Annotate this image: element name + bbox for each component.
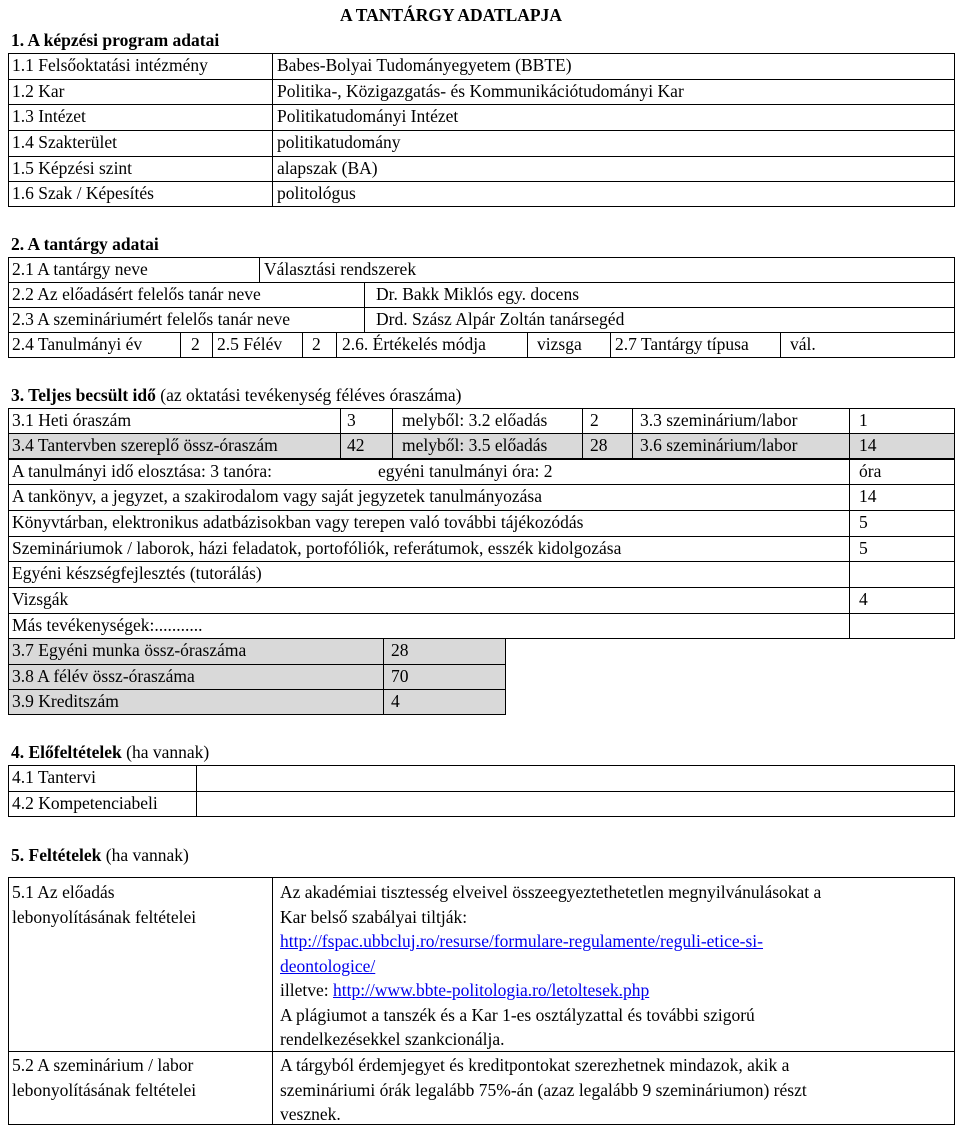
subject-name-value: Választási rendszerek: [264, 259, 417, 279]
weekly-hours-value: 3: [347, 410, 356, 430]
year-value: 2: [191, 334, 200, 354]
activity-value: 5: [859, 512, 868, 532]
individual-work-total-label: 3.7 Egyéni munka össz-óraszáma: [12, 640, 247, 660]
individual-study-label: egyéni tanulmányi óra: 2: [378, 461, 553, 481]
seminar-value: 1: [859, 410, 868, 430]
subject-type-label: 2.7 Tantárgy típusa: [615, 334, 749, 354]
row-label: 1.5 Képzési szint: [12, 158, 133, 178]
seminar-lecturer-label: 2.3 A szemináriumért felelős tanár neve: [12, 309, 290, 329]
seminar-lecturer-value: Drd. Szász Alpár Zoltán tanársegéd: [376, 309, 625, 329]
row-value: Politika-, Közigazgatás- és Kommunikációtudományi Kar: [277, 81, 684, 101]
total-hours-label: 3.4 Tantervben szereplő össz-óraszám: [12, 435, 278, 455]
ethics-rules-link-cont[interactable]: deontologice/: [280, 955, 376, 976]
activity-label: Vizsgák: [12, 589, 69, 609]
seminar-total-value: 14: [859, 435, 877, 455]
activity-value: 14: [859, 486, 877, 506]
row-label: 1.1 Felsőoktatási intézmény: [12, 55, 208, 75]
competence-prereq-label: 4.2 Kompetenciabeli: [12, 793, 158, 813]
row-value: Politikatudományi Intézet: [277, 106, 459, 126]
ethics-rules-link[interactable]: http://fspac.ubbcluj.ro/resurse/formulare-regulamente/reguli-etice-si-: [280, 931, 764, 951]
lecturer-value: Dr. Bakk Miklós egy. docens: [376, 284, 580, 304]
activity-value: 5: [859, 538, 868, 558]
evaluation-label: 2.6. Értékelés módja: [342, 334, 486, 354]
downloads-link[interactable]: http://www.bbte-politologia.ro/letoltesek.php: [332, 980, 650, 1000]
total-hours-value: 42: [347, 435, 365, 455]
semester-value: 2: [312, 334, 321, 354]
lecture-conditions-label: 5.1 Az előadás lebonyolításának feltételei: [12, 882, 197, 927]
section2-heading: 2. A tantárgy adatai: [11, 234, 159, 254]
row-label: 1.4 Szakterület: [12, 132, 117, 152]
seminar-conditions-text: A tárgyból érdemjegyet és kreditpontokat szerezhetnek mindazok, akik a szemináriumi órák legalább 75%-án (azaz legalább 9 szemináriumon) részt vesznek.: [280, 1055, 807, 1124]
activity-label: Szemináriumok / laborok, házi feladatok, portofóliók, referátumok, esszék kidolgozása: [12, 538, 622, 558]
hours-unit: óra: [859, 461, 882, 481]
row-label: 1.3 Intézet: [12, 106, 86, 126]
time-distribution-label: A tanulmányi idő elosztása: 3 tanóra:: [12, 461, 273, 481]
semester-total-label: 3.8 A félév össz-óraszáma: [12, 666, 195, 686]
activity-label: Könyvtárban, elektronikus adatbázisokban vagy terepen való további tájékozódás: [12, 512, 584, 532]
activity-value: 4: [859, 589, 868, 609]
seminar-total-label: 3.6 szeminárium/labor: [640, 435, 798, 455]
activity-label: Más tevékenységek:...........: [12, 615, 203, 635]
curricular-prereq-label: 4.1 Tantervi: [12, 767, 96, 787]
lecture-conditions-text: Az akadémiai tisztesség elveivel összeegyeztethetetlen megnyilvánulásokat a Kar belső szabályai tiltják: http://fspac.ubbcluj.ro/resurse/formulare-regulamente/reguli-etice-si- deontologice/ illetve: http://www.bbte-politologia.ro/letoltesek.php A plágiumot a tanszék és a Kar 1-es osztályzattal és további szigorú rendelkezésekkel szankcionálja.: [280, 882, 822, 1049]
evaluation-value: vizsga: [537, 334, 582, 354]
individual-work-total-value: 28: [391, 640, 409, 660]
lecture-total-label: melyből: 3.5 előadás: [402, 435, 548, 455]
section5-heading: 5. Feltételek (ha vannak): [11, 845, 189, 865]
section3-heading: 3. Teljes becsült idő (az oktatási tevékenység féléves óraszáma): [11, 385, 462, 405]
row-label: 1.6 Szak / Képesítés: [12, 183, 154, 203]
activity-label: A tankönyv, a jegyzet, a szakirodalom vagy saját jegyzetek tanulmányozása: [12, 486, 542, 506]
semester-total-value: 70: [391, 666, 409, 686]
credits-label: 3.9 Kreditszám: [12, 691, 119, 711]
section1-heading: 1. A képzési program adatai: [11, 30, 220, 50]
credits-value: 4: [391, 691, 400, 711]
seminar-conditions-label: 5.2 A szeminárium / labor lebonyolításának feltételei: [12, 1055, 197, 1100]
downloads-line: illetve: http://www.bbte-politologia.ro/letoltesek.php: [280, 980, 650, 1000]
row-value: alapszak (BA): [277, 158, 378, 178]
row-value: politikatudomány: [277, 132, 401, 152]
subject-name-label: 2.1 A tantárgy neve: [12, 259, 148, 279]
subject-type-value: vál.: [790, 334, 816, 354]
seminar-label: 3.3 szeminárium/labor: [640, 410, 798, 430]
year-label: 2.4 Tanulmányi év: [12, 334, 143, 354]
lecturer-label: 2.2 Az előadásért felelős tanár neve: [12, 284, 261, 304]
row-value: Babes-Bolyai Tudományegyetem (BBTE): [277, 55, 572, 75]
lecture-total-value: 28: [590, 435, 608, 455]
page-title: A TANTÁRGY ADATLAPJA: [340, 5, 563, 25]
row-label: 1.2 Kar: [12, 81, 65, 101]
row-value: politológus: [277, 183, 356, 203]
lecture-label: melyből: 3.2 előadás: [402, 410, 548, 430]
activity-label: Egyéni készségfejlesztés (tutorálás): [12, 563, 262, 583]
lecture-value: 2: [590, 410, 599, 430]
weekly-hours-label: 3.1 Heti óraszám: [12, 410, 132, 430]
semester-label: 2.5 Félév: [217, 334, 283, 354]
section4-heading: 4. Előfeltételek (ha vannak): [11, 742, 210, 762]
